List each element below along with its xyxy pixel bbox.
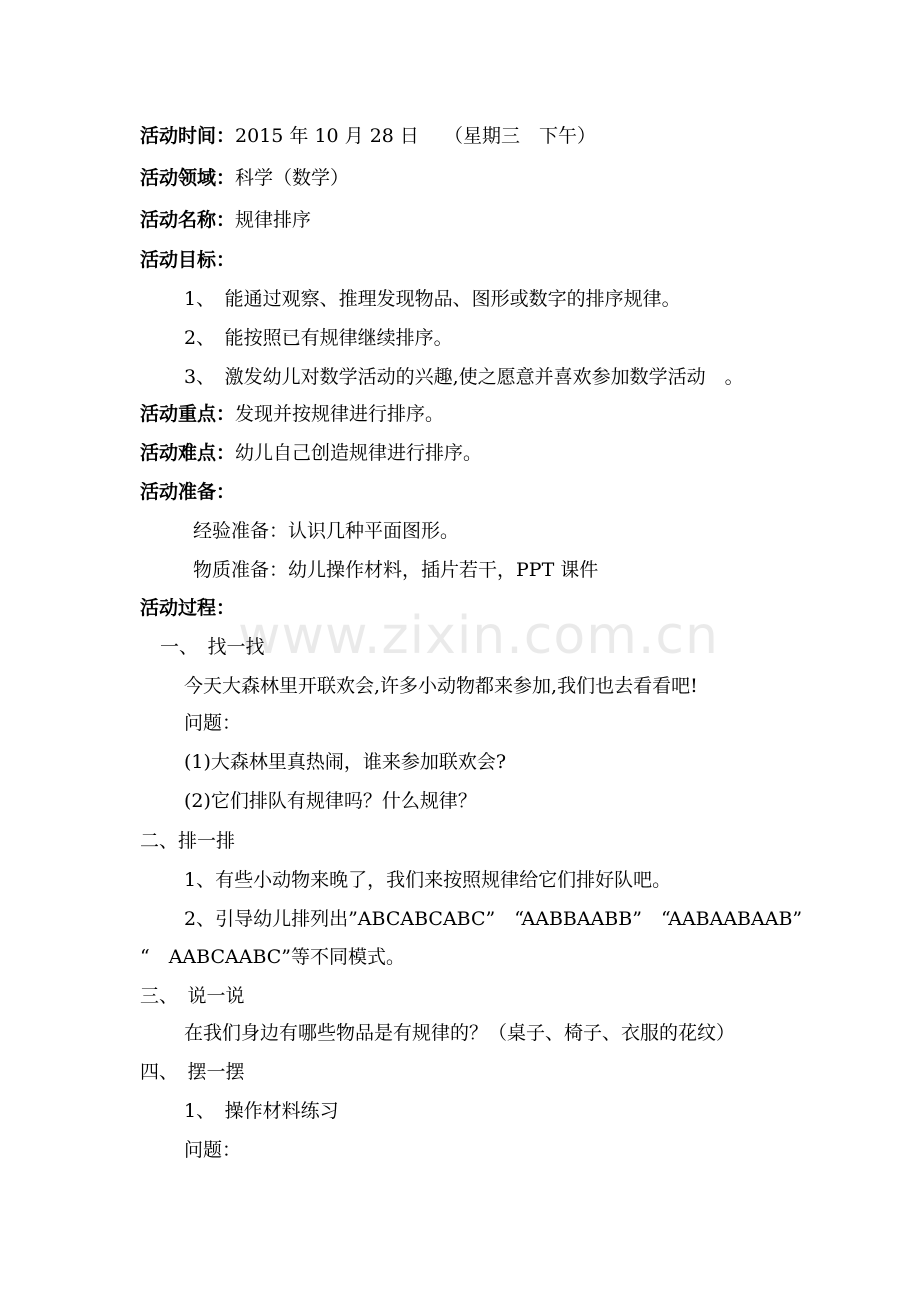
activity-time bbox=[140, 124, 596, 148]
section-2-title: 二、排一排 bbox=[140, 830, 236, 852]
activity-domain-value: 科学（数学） bbox=[235, 167, 350, 189]
activity-name-value: 规律排序 bbox=[235, 209, 312, 231]
activity-goals-label: 活动目标： bbox=[140, 249, 236, 271]
activity-difficulty-value: 幼儿自己创造规律进行排序。 bbox=[235, 442, 483, 464]
section-1-question-1: (1)大森林里真热闹，谁来参加联欢会? bbox=[184, 751, 507, 773]
section-2-step-2-cont: “ AABCAABC”等不同模式。 bbox=[140, 946, 406, 968]
goal-item-3: 3、 激发幼儿对数学活动的兴趣,使之愿意并喜欢参加数学活动 。 bbox=[184, 366, 744, 388]
watermark: www.zixin.com.cn bbox=[238, 606, 719, 666]
activity-domain bbox=[140, 166, 349, 190]
activity-focus-label: 活动重点： bbox=[140, 403, 236, 425]
section-1-text: 今天大森林里开联欢会,许多小动物都来参加,我们也去看看吧! bbox=[184, 675, 698, 697]
activity-focus bbox=[140, 402, 444, 426]
activity-difficulty bbox=[140, 441, 482, 465]
section-1-title: 一、 找一找 bbox=[160, 636, 265, 658]
section-2-step-2: 2、引导幼儿排列出”ABCABCABC” “AABBAABB” “AABAABAAB” bbox=[184, 908, 803, 930]
section-1-question-2: (2)它们排队有规律吗？什么规律？ bbox=[184, 790, 477, 812]
activity-domain-label: 活动领域： bbox=[140, 167, 236, 189]
section-4-step-1: 1、 操作材料练习 bbox=[184, 1100, 339, 1122]
activity-difficulty-label: 活动难点： bbox=[140, 442, 236, 464]
activity-focus-value: 发现并按规律进行排序。 bbox=[235, 403, 445, 425]
prep-item-experience: 经验准备：认识几种平面图形。 bbox=[193, 520, 460, 542]
activity-process-label: 活动过程： bbox=[140, 597, 236, 619]
activity-time-label: 活动时间： bbox=[140, 125, 236, 147]
goal-item-1: 1、 能通过观察、推理发现物品、图形或数字的排序规律。 bbox=[184, 288, 681, 310]
activity-name-label: 活动名称： bbox=[140, 209, 236, 231]
section-1-question-label: 问题： bbox=[184, 712, 242, 734]
activity-time-value: 2015 年 10 月 28 日 （星期三 下午） bbox=[235, 125, 596, 147]
section-2-step-1: 1、有些小动物来晚了，我们来按照规律给它们排好队吧。 bbox=[184, 869, 672, 891]
section-4-title: 四、 摆一摆 bbox=[140, 1061, 245, 1083]
activity-name bbox=[140, 208, 311, 232]
section-4-question-label: 问题： bbox=[184, 1139, 242, 1161]
section-3-title: 三、 说一说 bbox=[140, 985, 245, 1007]
goal-item-2: 2、 能按照已有规律继续排序。 bbox=[184, 327, 453, 349]
activity-prep-label: 活动准备： bbox=[140, 481, 236, 503]
section-3-text: 在我们身边有哪些物品是有规律的？（桌子、椅子、衣服的花纹） bbox=[184, 1022, 736, 1044]
prep-item-material: 物质准备：幼儿操作材料，插片若干，PPT 课件 bbox=[193, 559, 599, 581]
